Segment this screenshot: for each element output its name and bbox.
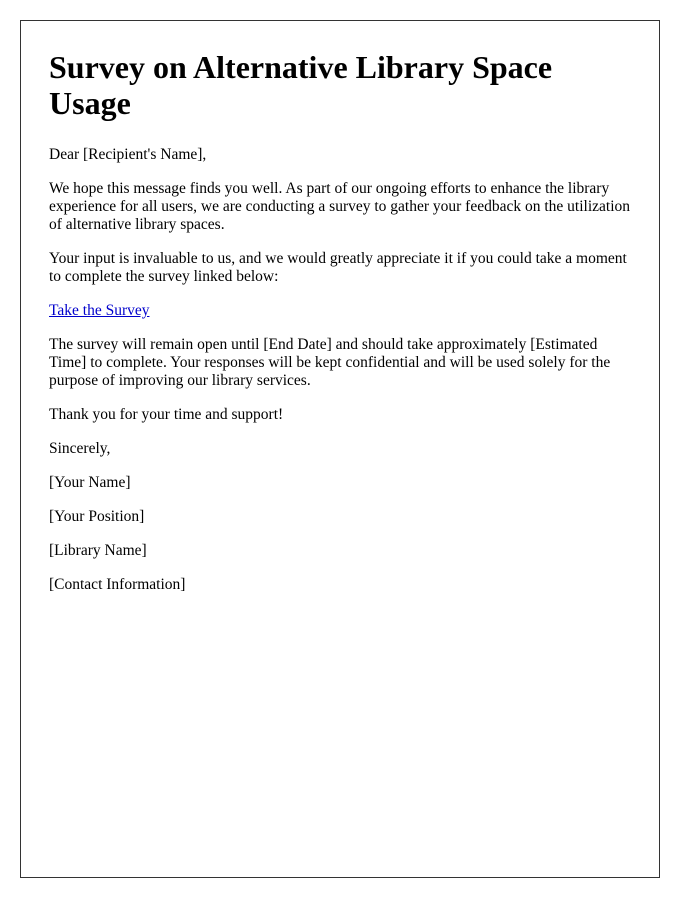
greeting: Dear [Recipient's Name],: [49, 145, 207, 163]
survey-link[interactable]: Take the Survey: [49, 301, 150, 319]
intro-paragraph: We hope this message finds you well. As part of our ongoing efforts to enhance the library experience for all users, we are conducting a survey to gather your feedback on the utilization of alternative library spaces.: [49, 179, 631, 233]
letter-page: [20, 20, 660, 878]
signature-library: [Library Name]: [49, 541, 147, 559]
signature-contact: [Contact Information]: [49, 575, 186, 593]
request-paragraph: Your input is invaluable to us, and we would greatly appreciate it if you could take a moment to complete the survey linked below:: [49, 249, 627, 285]
thanks-line: Thank you for your time and support!: [49, 405, 284, 423]
survey-link-container: [49, 302, 631, 320]
closing-line: Sincerely,: [49, 439, 111, 457]
details-paragraph: The survey will remain open until [End Date] and should take approximately [Estimated Time] to complete. Your responses will be kept confidential and will be used solely for the purpose of improving our library services.: [49, 335, 611, 389]
signature-name: [Your Name]: [49, 473, 131, 491]
signature-position: [Your Position]: [49, 507, 145, 525]
letter-title: Survey on Alternative Library Space Usage: [49, 49, 553, 122]
